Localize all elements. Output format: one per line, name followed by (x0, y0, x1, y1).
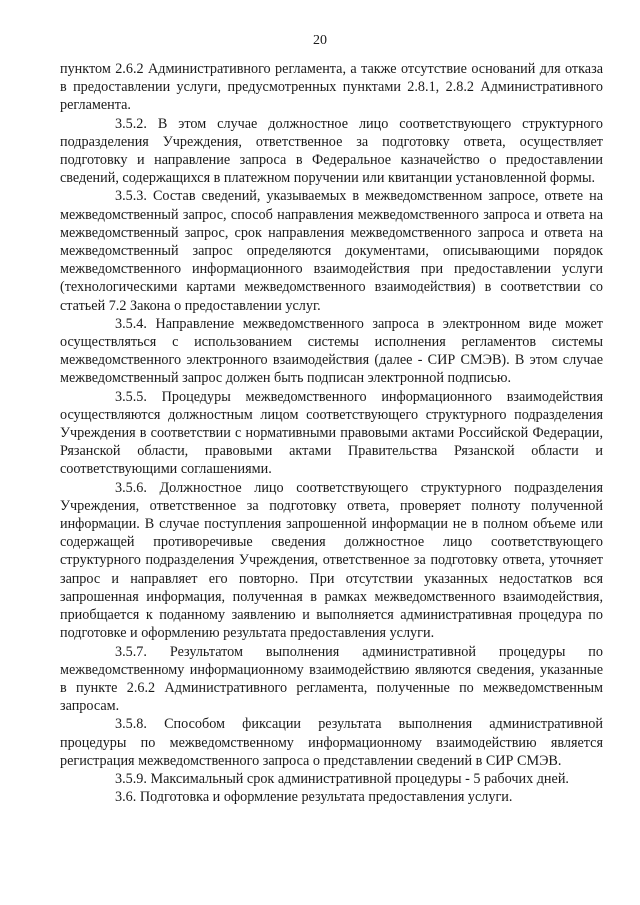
paragraph-3-5-3: 3.5.3. Состав сведений, указываемых в межведомственном запросе, ответе на межведомственный запрос, способ направления межведомственного запроса и ответа на межведомственный запрос, срок направления межведомственного запроса и ответа на межведомственный запрос определяются документами, описывающими порядок межведомственного информационного взаимодействия при предоставлении услуги (технологическими картами межведомственного взаимодействия) в соответствии со статьей 7.2 Закона о предоставлении услуг. (60, 188, 603, 314)
paragraph-continuation: пунктом 2.6.2 Административного регламента, а также отсутствие оснований для отказа в предоставлении услуги, предусмотренных пунктами 2.8.1, 2.8.2 Административного регламента. (60, 61, 603, 114)
paragraph-3-5-6: 3.5.6. Должностное лицо соответствующего структурного подразделения Учреждения, ответственное за подготовку ответа, проверяет полноту полученной информации. В случае поступления запрошенной информации не в полном объеме или содержащей противоречивые сведения должностное лицо соответствующего структурного подразделения Учреждения, ответственное за подготовку ответа, уточняет запрос и направляет его повторно. При отсутствии указанных недостатков вся запрошенная информация, полученная в рамках межведомственного взаимодействия, приобщается к поданному заявлению и выполняется административная процедура по подготовке и оформлению результата предоставления услуги. (60, 479, 603, 642)
paragraph-3-5-5: 3.5.5. Процедуры межведомственного информационного взаимодействия осуществляются должностным лицом соответствующего структурного подразделения Учреждения в соответствии с нормативными правовыми актами Российской Федерации, Рязанской области, правовыми актами Правительства Рязанской области и соответствующими соглашениями. (60, 388, 603, 478)
document-body (60, 60, 603, 806)
paragraph-3-5-8: 3.5.8. Способом фиксации результата выполнения административной процедуры по межведомственному информационному взаимодействию является регистрация межведомственного запроса о представлении сведений в СИР СМЭВ. (60, 716, 603, 769)
paragraph-3-6: 3.6. Подготовка и оформление результата предоставления услуги. (115, 789, 513, 806)
paragraph-3-5-7: 3.5.7. Результатом выполнения административной процедуры по межведомственному информационному взаимодействию являются сведения, указанные в пункте 2.6.2 Административного регламента, полученные по межведомственным запросам. (60, 643, 603, 715)
page-number: 20 (313, 33, 327, 48)
paragraph-3-5-9: 3.5.9. Максимальный срок административной процедуры - 5 рабочих дней. (115, 770, 569, 787)
paragraph-3-5-2: 3.5.2. В этом случае должностное лицо соответствующего структурного подразделения Учреждения, ответственное за подготовку ответа, осуществляет подготовку и направление запроса в Федеральное казначейство о предоставлении сведений, содержащихся в платежном поручении или квитанции установленной формы. (60, 115, 603, 187)
paragraph-3-5-4: 3.5.4. Направление межведомственного запроса в электронном виде может осуществляться с использованием системы исполнения регламентов системы межведомственного электронного взаимодействия (далее - СИР СМЭВ). В этом случае межведомственный запрос должен быть подписан электронной подписью. (60, 315, 603, 387)
